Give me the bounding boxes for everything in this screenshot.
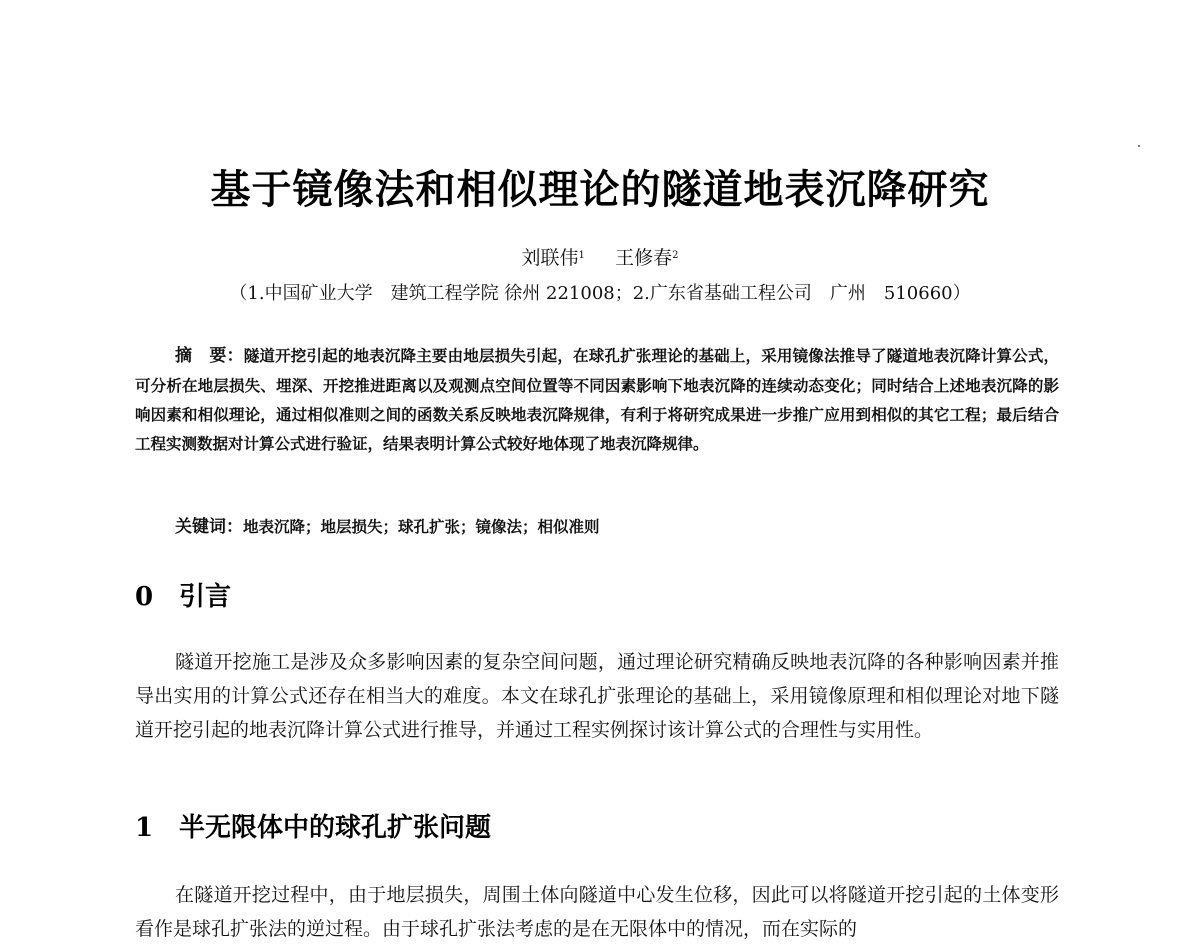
abstract-text: 隧道开挖引起的地表沉降主要由地层损失引起，在球孔扩张理论的基础上，采用镜像法推导了隧道地表沉降计算公式，可分析在地层损失、埋深、开挖推进距离以及观测点空间位置等不同因素影响下地表沉降的连续动态变化；同时结合上述地表沉降的影响因素和相似理论，通过相似准则之间的函数关系反映地表沉降规律，有利于将研究成果进一步推广应用到相似的其它工程；最后结合工程实测数据对计算公式进行验证，结果表明计算公式较好地体现了地表沉降规律。 (135, 346, 1059, 453)
author-line (0, 244, 1200, 272)
paper-title: 基于镜像法和相似理论的隧道地表沉降研究 (210, 167, 990, 213)
section-number: 0 (135, 582, 154, 612)
section-paragraph: 隧道开挖施工是涉及众多影响因素的复杂空间问题，通过理论研究精确反映地表沉降的各种影响因素并推导出实用的计算公式还存在相当大的难度。本文在球孔扩张理论的基础上，采用镜像原理和相似理论对地下隧道开挖引起的地表沉降计算公式进行推导，并通过工程实例探讨该计算公式的合理性与实用性。 (135, 651, 1059, 741)
section-heading (135, 810, 491, 846)
author-name: 刘联伟 (521, 247, 579, 269)
section-title: 引言 (179, 582, 232, 612)
keywords-label: 关键词： (175, 517, 243, 537)
author-affiliation-mark: 2 (672, 250, 679, 261)
author-name: 王修春 (615, 247, 673, 269)
abstract (135, 341, 1059, 458)
scan-speck (1138, 145, 1140, 147)
section-heading (135, 579, 231, 615)
abstract-label: 摘 要： (175, 346, 244, 366)
author-affiliation-mark: 1 (578, 250, 585, 261)
keywords (175, 512, 600, 542)
section-number: 1 (135, 813, 154, 843)
keywords-text: 地表沉降；地层损失；球孔扩张；镜像法；相似准则 (243, 517, 600, 536)
section-title: 半无限体中的球孔扩张问题 (179, 813, 492, 843)
section-paragraph: 在隧道开挖过程中，由于地层损失，周围土体向隧道中心发生位移，因此可以将隧道开挖引起的土体变形看作是球孔扩张法的逆过程。由于球孔扩张法考虑的是在无限体中的情况，而在实际的 (135, 884, 1059, 940)
affiliation: （1.中国矿业大学 建筑工程学院 徐州 221008；2.广东省基础工程公司 广州 510660） (229, 283, 971, 304)
